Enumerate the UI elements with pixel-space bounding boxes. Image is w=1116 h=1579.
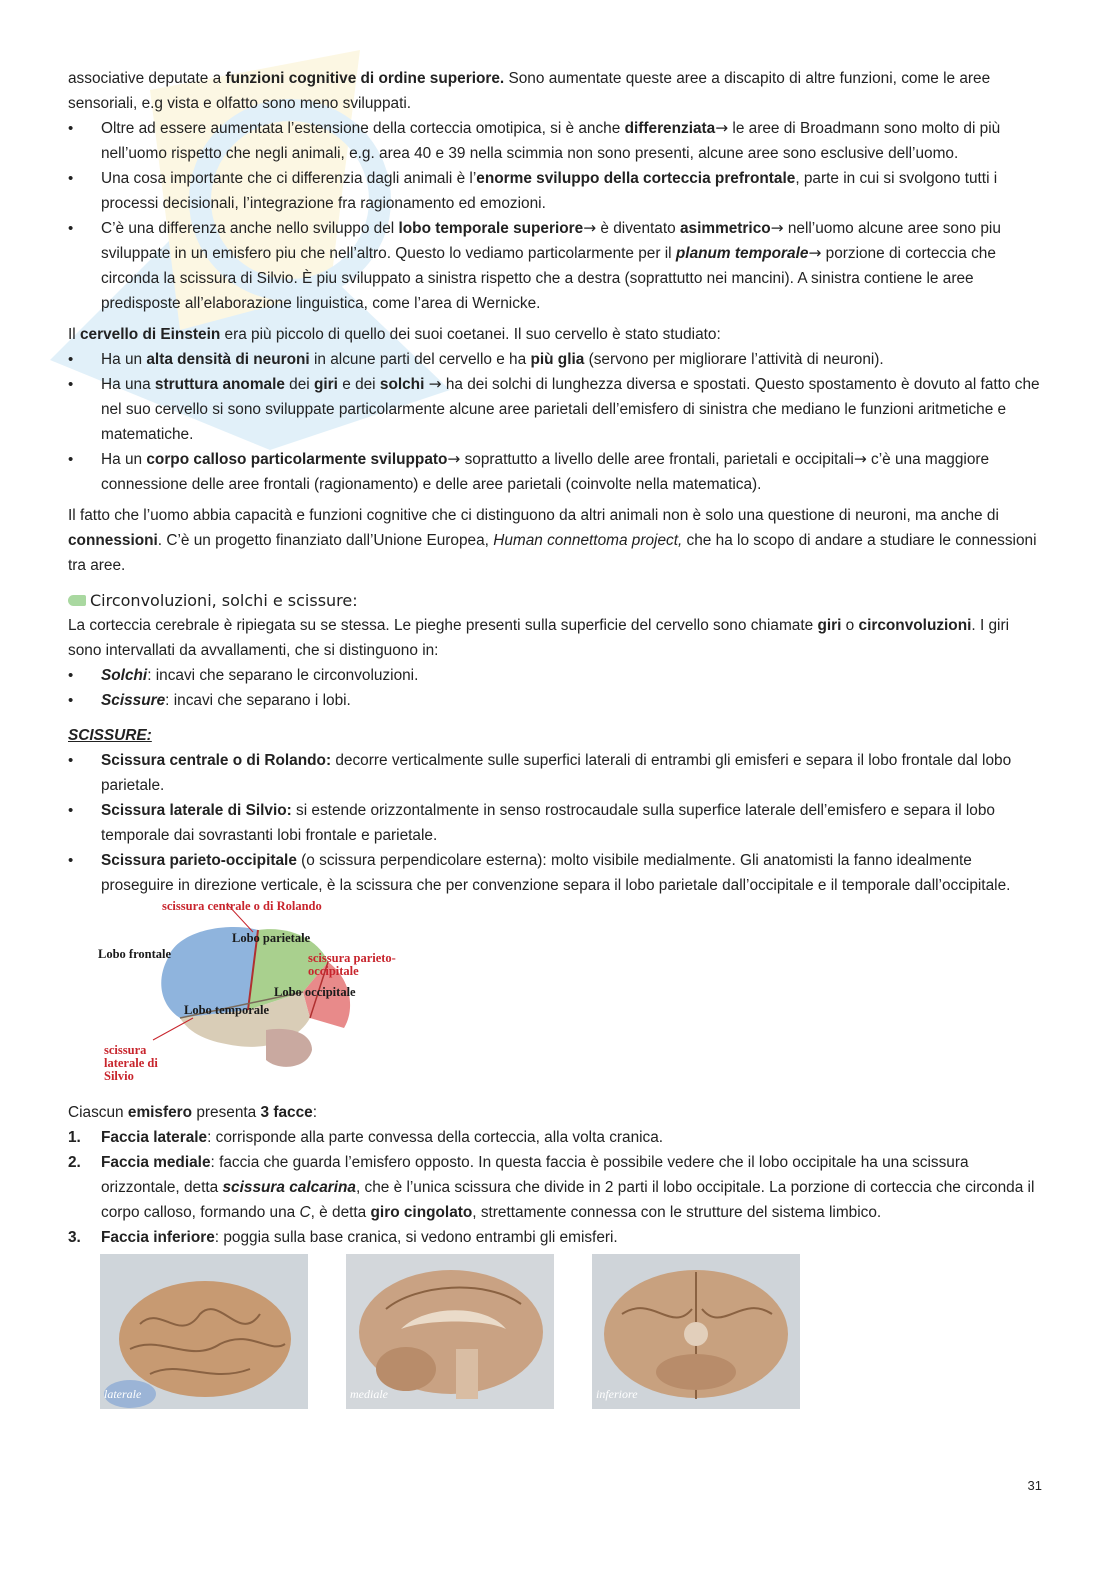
brain-lobes-figure [98, 900, 418, 1090]
photo-lateral [100, 1254, 308, 1409]
figure-label-sylvian-1: scissura [104, 1043, 147, 1057]
list-item: • Ha un corpo calloso particolarmente sviluppato→ soprattutto a livello delle aree frontali, parietali e occipitali→ c’è una maggiore connessione delle aree frontali (ragionamento) e delle aree parietali (coinvolte nella matematica). [68, 447, 1044, 497]
figure-label-temporal: Lobo temporale [184, 1003, 270, 1017]
scissure-heading: SCISSURE: [68, 727, 152, 744]
faces-paragraph: Ciascun emisfero presenta 3 facce: [68, 1104, 317, 1121]
figure-label-parieto-occipital-2: occipitale [308, 964, 359, 978]
brain-photos-row [100, 1254, 1044, 1409]
figure-label-parietal: Lobo parietale [232, 931, 311, 945]
list-item: • Scissura centrale o di Rolando: decorre verticalmente sulle superfici laterali di entrambi gli emisferi e separa il lobo frontale dal lobo parietale. [68, 748, 1044, 798]
list-item: • Una cosa importante che ci differenzia dagli animali è l’enorme sviluppo della corteccia prefrontale, parte in cui si svolgono tutti i processi decisionali, l’integrazione fra ragionamento ed emozioni. [68, 166, 1044, 216]
list-item: • Scissura laterale di Silvio: si estende orizzontalmente in senso rostrocaudale sulla superfice laterale dell’emisfero e separa il lobo temporale dai sovrastanti lobi frontale e parietale. [68, 798, 1044, 848]
einstein-bullet-list [68, 347, 1044, 497]
arrow-icon: → [715, 119, 729, 137]
sulci-list [68, 663, 1044, 713]
einstein-paragraph: Il cervello di Einstein era più piccolo di quello dei suoi coetanei. Il suo cervello è stato studiato: [68, 326, 721, 343]
photo-medial [346, 1254, 554, 1409]
arrow-icon: → [770, 219, 784, 237]
faces-numbered-list [68, 1125, 1044, 1250]
intro-paragraph: associative deputate a funzioni cognitive di ordine superiore. Sono aumentate queste aree a discapito di altre funzioni, come le aree sensoriali, e.g vista e olfatto sono meno sviluppati. [68, 70, 991, 112]
connections-paragraph: Il fatto che l’uomo abbia capacità e funzioni cognitive che ci distinguono da altri animali non è solo una questione di neuroni, ma anche di connessioni. C’è un progetto finanziato dall’Unione Europea, Human connettoma project, che ha lo scopo di andare a studiare le connessioni tra aree. [68, 507, 1037, 574]
intro-bullet-list [68, 116, 1044, 316]
scissure-list [68, 748, 1044, 898]
photo-caption-lateral: laterale [104, 1387, 142, 1401]
arrow-icon: → [808, 244, 822, 262]
figure-label-sylvian-3: Silvio [104, 1069, 134, 1083]
figure-label-parieto-occipital-1: scissura parieto- [308, 951, 396, 965]
list-item: • Solchi: incavi che separano le circonvoluzioni. [68, 663, 1044, 688]
heading-marker-icon [68, 595, 86, 606]
page-number: 31 [1027, 1478, 1042, 1493]
arrow-icon: → [447, 450, 461, 468]
list-item: 1. Faccia laterale: corrisponde alla parte convessa della corteccia, alla volta cranica. [68, 1129, 664, 1146]
cortex-paragraph: La corteccia cerebrale è ripiegata su se stessa. Le pieghe presenti sulla superficie del cervello sono chiamate giri o circonvoluzioni. I giri sono intervallati da avvallamenti, che si distinguono in: [68, 617, 1010, 659]
photo-caption-inferior: inferiore [596, 1387, 638, 1401]
photo-caption-medial: mediale [350, 1387, 388, 1401]
arrow-icon: → [583, 219, 597, 237]
list-item: • Scissure: incavi che separano i lobi. [68, 688, 1044, 713]
arrow-icon: → [853, 450, 867, 468]
list-item: • Ha una struttura anomale dei giri e dei solchi → ha dei solchi di lunghezza diversa e spostati. Questo spostamento è dovuto al fatto che nel suo cervello si sono sviluppate particolarmente alcune aree parietali dell’emisfero di sinistra che mediano le funzioni aritmetiche e matematiche. [68, 372, 1044, 447]
arrow-icon: → [428, 375, 442, 393]
list-item: • Scissura parieto-occipitale (o scissura perpendicolare esterna): molto visibile medialmente. Gli anatomisti la fanno idealmente proseguire in direzione verticale, è la scissura che per convenzione separa il lobo parietale dall’occipitale e il temporale dall’occipitale. [68, 848, 1044, 898]
list-item: • C’è una differenza anche nello sviluppo del lobo temporale superiore→ è diventato asimmetrico→ nell’uomo alcune aree sono piu sviluppate in un emisfero piu che nell’altro. Questo lo vediamo particolarmente per il planum temporale→ porzione di corteccia che circonda la scissura di Silvio. È piu sviluppato a sinistra rispetto che a destra (soprattutto nei mancini). A sinistra contiene le aree predisposte all’elaborazione linguistica, come l’area di Wernicke. [68, 216, 1044, 316]
list-item: • Ha un alta densità di neuroni in alcune parti del cervello e ha più glia (servono per migliorare l’attività di neuroni). [68, 347, 1044, 372]
section-heading: Circonvoluzioni, solchi e scissure : [68, 588, 1044, 613]
figure-label-frontal: Lobo frontale [98, 947, 172, 961]
figure-label-sylvian-2: laterale di [104, 1056, 158, 1070]
list-item: 2. Faccia mediale: faccia che guarda l’emisfero opposto. In questa faccia è possibile vedere che il lobo occipitale ha una scissura orizzontale, detta scissura calcarina, che è l’unica scissura che divide in 2 parti il lobo occipitale. La porzione di corteccia che circonda il corpo calloso, formando una C, è detta giro cingolato, strettamente connessa con le strutture del sistema limbico. [68, 1154, 1035, 1221]
list-item: 3. Faccia inferiore: poggia sulla base cranica, si vedono entrambi gli emisferi. [68, 1229, 618, 1246]
photo-inferior [592, 1254, 800, 1409]
figure-label-occipital: Lobo occipitale [274, 985, 356, 999]
list-item: • Oltre ad essere aumentata l’estensione della corteccia omotipica, si è anche differenziata→ le aree di Broadmann sono molto di più nell’uomo rispetto che negli animali, e.g. area 40 e 39 nella scimmia non sono presenti, alcune aree sono esclusive dell’uomo. [68, 116, 1044, 166]
figure-label-central: scissura centrale o di Rolando [162, 899, 322, 913]
